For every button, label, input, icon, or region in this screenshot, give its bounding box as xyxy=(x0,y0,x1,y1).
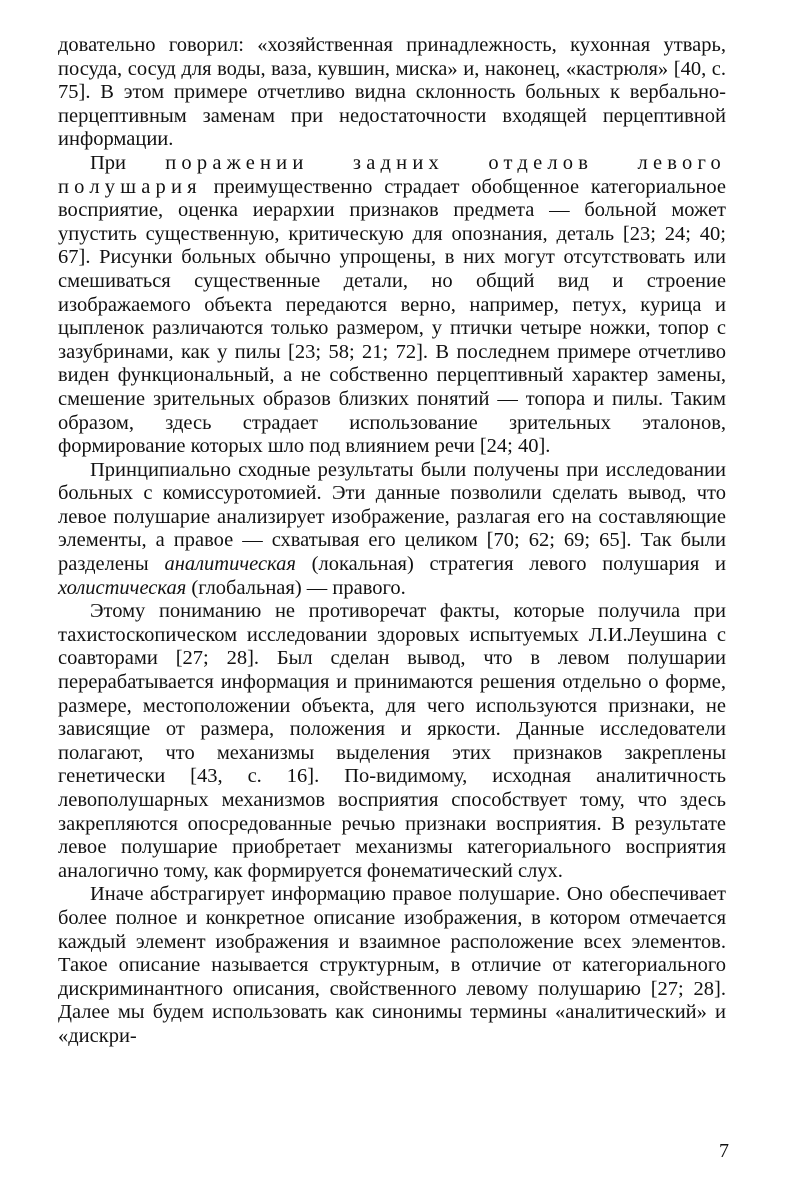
paragraph-5: Иначе абстрагирует информацию правое полушарие. Оно обеспечивает более полное и конкретное описание изображения, в котором отмечается каждый элемент изображения и взаимное расположение всех элементов. Такое описание называется структурным, в отличие от категориального дискриминантного описания, свойственного левому полушарию [27; 28]. Далее мы будем использовать как синонимы термины «аналитический» и «дискри- xyxy=(58,883,726,1047)
page-number: 7 xyxy=(719,1140,729,1162)
paragraph-1: довательно говорил: «хозяйственная принадлежность, кухонная утварь, посуда, сосуд для воды, ваза, кувшин, миска» и, наконец, «кастрюля» [40, с. 75]. В этом примере отчетливо видна склонность больных к вербально-перцептивным заменам при недостаточности входящей перцептивной информации. xyxy=(58,34,726,151)
paragraph-3-part-1: Принципиально сходные результаты были получены при исследовании больных с комиссуротомией. Эти данные позволили сделать вывод, что левое полушарие анализирует изображение, разлагая его на составляющие элементы, а правое — схватывая его целиком [70; 62; 69; 65]. Так были разделены xyxy=(58,458,726,576)
paragraph-3-part-2: (локальная) стратегия левого полушария и xyxy=(295,553,726,576)
paragraph-2-text: преимущественно страдает обобщенное категориальное восприятие, оценка иерархии признаков предмета — больной может упустить существенную, критическую для опознания, деталь [23; 24; 40; 67]. Рисунки больных обычно упрощены, в них могут отсутствовать или смешиваться существенные детали, но общий вид и строение изображаемого объекта передаются верно, например, петух, курица и цыпленок различаются только размером, у птички четыре ножки, топор с зазубринами, как у пилы [23; 58; 21; 72]. В последнем примере отчетливо виден функциональный, а не собственно перцептивный характер замены, смешение зрительных образов близких понятий — топора и пилы. Таким образом, здесь страдает использование зрительных эталонов, формирование которых шло под влиянием речи [24; 40]. xyxy=(58,175,726,458)
paragraph-2-lead: При xyxy=(90,151,166,174)
italic-term-analytic: аналитическая xyxy=(164,553,296,576)
paragraph-3 xyxy=(58,459,726,601)
paragraph-4: Этому пониманию не противоречат факты, которые получила при тахистоскопическом исследовании здоровых испытуемых Л.И.Леушина с соавторами [27; 28]. Был сделан вывод, что в левом полушарии перерабатывается информация и принимаются решения отдельно о форме, размере, местоположении объекта, для чего используются признаки, не зависящие от размера, положения и яркости. Данные исследователи полагают, что механизмы выделения этих признаков закреплены генетически [43, с. 16]. По-видимому, исходная аналитичность левополушарных механизмов восприятия способствует тому, что здесь закрепляются опосредованные речью признаки восприятия. В результате левое полушарие приобретает механизмы категориального восприятия аналогично тому, как формируется фонематический слух. xyxy=(58,600,726,882)
paragraph-3-part-3: (глобальная) — правого. xyxy=(186,576,406,599)
italic-term-holistic: холистическая xyxy=(58,576,187,599)
paragraph-2 xyxy=(58,152,726,459)
book-page xyxy=(58,34,726,1049)
spaced-emphasis: поражении задних отделов левого полушария xyxy=(58,151,726,198)
